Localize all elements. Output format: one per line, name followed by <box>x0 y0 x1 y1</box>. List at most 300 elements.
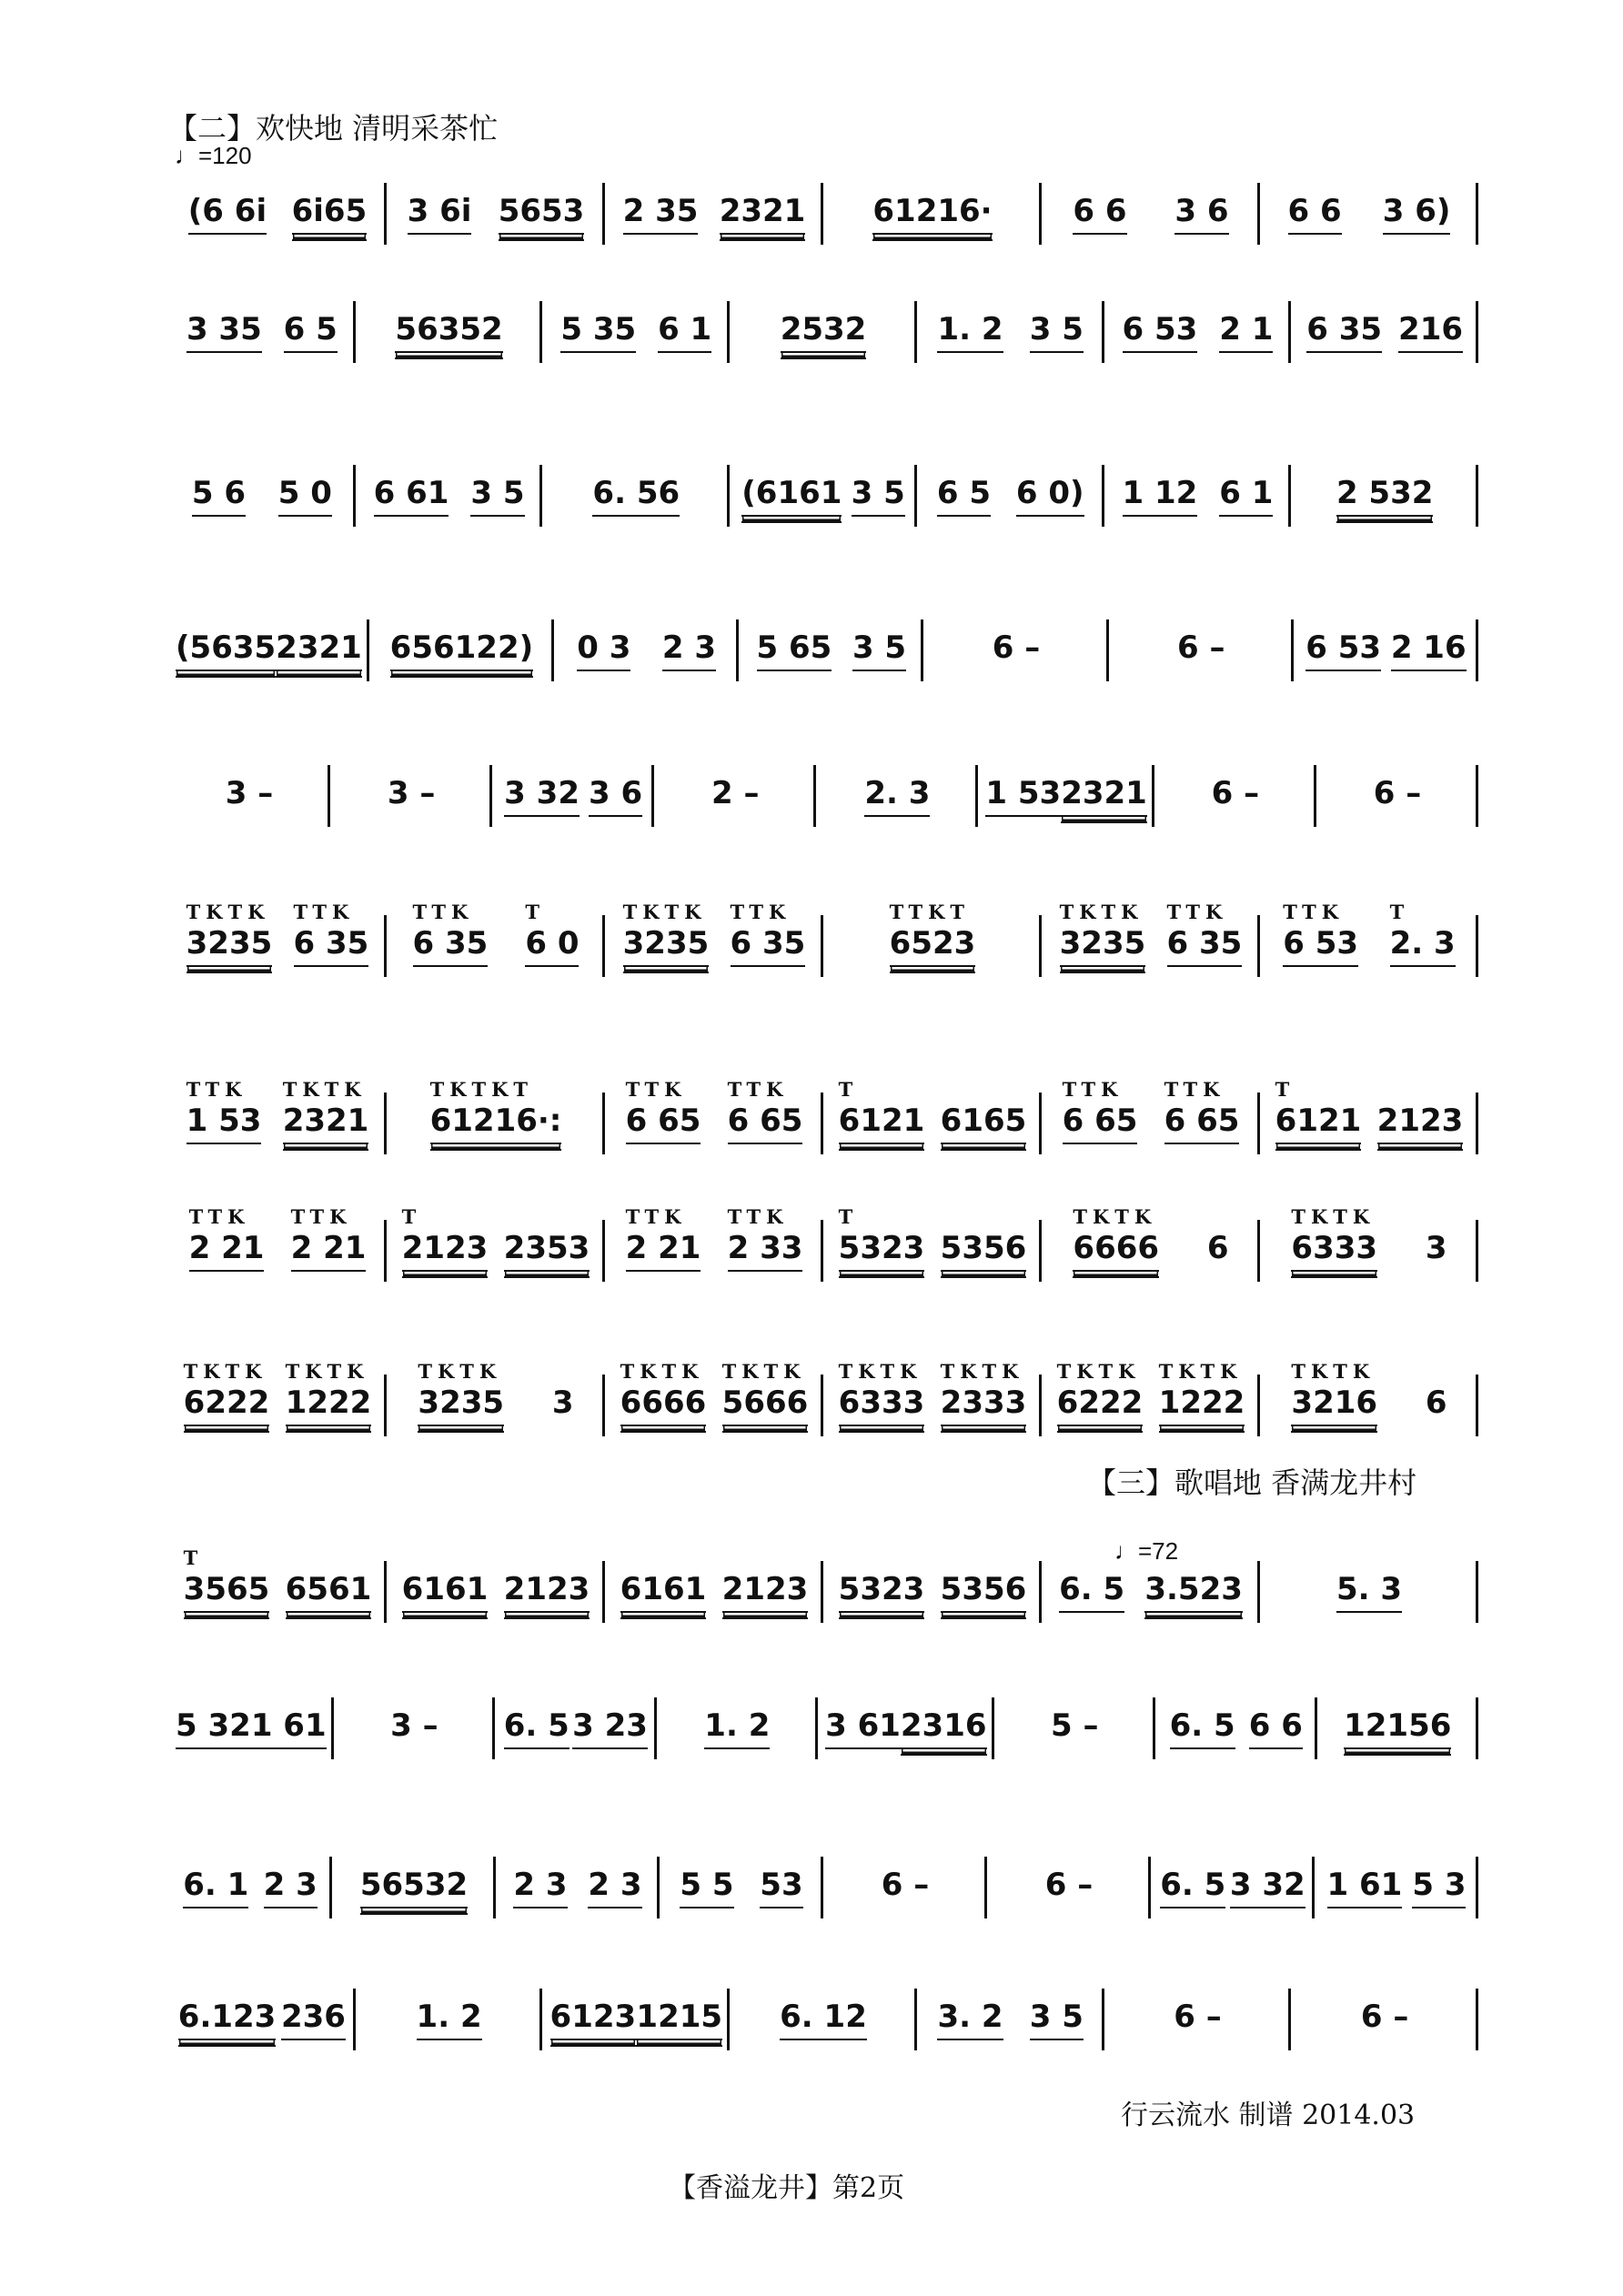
measure <box>356 1983 543 2092</box>
note-group: 2321 <box>1061 760 1147 809</box>
section-2-tempo: ♩=120 <box>175 142 252 169</box>
tonguing-mark: TKTK <box>282 1078 367 1101</box>
tonguing-mark: TTK <box>727 1078 789 1101</box>
note-group: 5356 <box>941 1556 1027 1605</box>
note-group: 6165 <box>941 1087 1027 1136</box>
score-system <box>168 901 1478 1019</box>
note-group: 3235 TKTK <box>418 1369 504 1418</box>
note-group: 6 1 <box>658 296 711 345</box>
note-group: 1. 2 <box>937 296 1003 345</box>
score-system <box>168 1078 1478 1196</box>
measure <box>332 1851 496 1960</box>
measure <box>1260 901 1478 1019</box>
note-group: 0 3 <box>577 614 630 663</box>
note-group: 6 53 <box>1123 296 1198 345</box>
section-3-title: 【三】歌唱地 香满龙井村 <box>1087 1465 1417 1500</box>
measure <box>387 1360 605 1478</box>
barline <box>1476 1220 1478 1282</box>
note-group: 5. 3 <box>1336 1556 1402 1605</box>
tonguing-mark: TKTK <box>1059 901 1144 923</box>
measure <box>1042 177 1260 287</box>
note-group: 2 3 <box>264 1851 318 1900</box>
measure <box>1260 177 1478 287</box>
barline <box>1476 1857 1478 1918</box>
note-group: 6. 5 <box>504 1692 570 1741</box>
measure <box>730 459 917 569</box>
note-group: 2 33 TTK <box>728 1214 803 1264</box>
note-group: 6 – <box>1373 775 1422 811</box>
measure <box>168 459 356 569</box>
note-group: 5 65 <box>757 614 832 663</box>
measure <box>387 901 605 1019</box>
note-group: 61216·: TKTKT <box>430 1087 562 1136</box>
note-group: 1215 <box>636 1983 722 2032</box>
score-system <box>168 1692 1478 1801</box>
note-group: 6333 TKTK <box>839 1369 925 1418</box>
tonguing-mark: T <box>401 1205 422 1228</box>
measure <box>1260 1078 1478 1196</box>
note-group: 6222 TKTK <box>1057 1369 1144 1418</box>
tonguing-mark: TTK <box>727 1205 789 1228</box>
note-group: 6 35 <box>1306 296 1382 345</box>
measure <box>1154 760 1316 869</box>
measure <box>1315 1851 1478 1960</box>
tonguing-mark: TKTK <box>285 1360 369 1383</box>
note-group: 3 – <box>225 775 274 811</box>
measure <box>660 1851 823 1960</box>
note-group: 5 3 <box>1412 1851 1466 1900</box>
note-group: 1. 2 <box>417 1983 482 2032</box>
score-system <box>168 1360 1478 1478</box>
note-group: 6i65 <box>292 177 368 227</box>
note-group: 6. 5 <box>1059 1556 1124 1605</box>
note-group: 3 6) <box>1383 177 1451 227</box>
note-group: 3 23 <box>572 1692 648 1741</box>
measure <box>168 901 387 1019</box>
measure <box>605 1078 823 1196</box>
note-group: 6 65 TTK <box>626 1087 701 1136</box>
tonguing-mark: T <box>1389 901 1410 923</box>
note-group: 2123 <box>1377 1087 1464 1136</box>
barline <box>1476 301 1478 363</box>
note-group: 6333 TKTK <box>1291 1214 1377 1264</box>
note-group: 56532 <box>360 1851 468 1900</box>
measure <box>1109 614 1294 723</box>
score-system <box>168 760 1478 869</box>
measure <box>492 760 654 869</box>
tonguing-mark: TTK <box>1283 901 1345 923</box>
tonguing-mark: TTK <box>625 1205 687 1228</box>
tonguing-mark: TKTK <box>186 901 270 923</box>
measure <box>387 1205 605 1324</box>
note-group: 5 6 <box>192 459 246 509</box>
measure <box>1042 1360 1260 1478</box>
measure <box>387 177 605 287</box>
note-group: 1222 TKTK <box>286 1369 372 1418</box>
note-group: 2 21 TTK <box>291 1214 367 1264</box>
tonguing-mark: TKTK <box>1158 1360 1243 1383</box>
note-group: 1 12 <box>1123 459 1198 509</box>
measure <box>978 760 1154 869</box>
measure <box>1260 1360 1478 1478</box>
measure <box>823 1851 987 1960</box>
tonguing-mark: T <box>838 1205 859 1228</box>
score-system <box>168 177 1478 287</box>
barline <box>1476 1375 1478 1436</box>
measure <box>1291 1983 1478 2092</box>
note-group: 6 53 TTK <box>1283 910 1358 959</box>
tonguing-mark: TTK <box>290 1205 352 1228</box>
note-group: 3 5 <box>1030 296 1084 345</box>
barline <box>1476 183 1478 245</box>
measure <box>387 1078 605 1196</box>
tonguing-mark: TKTKT <box>429 1078 533 1101</box>
note-group: 2 21 TTK <box>189 1214 265 1264</box>
note-group: 5323 T <box>839 1214 925 1264</box>
note-group: (6161 <box>741 459 842 509</box>
measure <box>168 1546 387 1665</box>
note-group: 216 <box>1398 296 1463 345</box>
note-group: 2123 T <box>402 1214 489 1264</box>
note-group: 6 35 TTK <box>731 910 806 959</box>
note-group: 6 35 TTK <box>294 910 369 959</box>
note-group: 6 – <box>1044 1867 1094 1903</box>
barline <box>1476 765 1478 827</box>
measure <box>387 1556 605 1665</box>
measure <box>823 177 1042 287</box>
tonguing-mark: TTK <box>293 901 355 923</box>
measure <box>495 1692 656 1801</box>
note-group: 6 61 <box>374 459 449 509</box>
measure <box>823 1556 1042 1665</box>
note-group: 5 5 <box>680 1851 733 1900</box>
measure <box>334 1692 495 1801</box>
note-group: 3 6 <box>1174 177 1228 227</box>
note-group: 6 – <box>1176 629 1225 666</box>
tonguing-mark: TTKT <box>889 901 971 923</box>
note-group: 3235 TKTK <box>623 910 710 959</box>
note-group: 2123 <box>504 1556 590 1605</box>
measure <box>1151 1851 1315 1960</box>
score-system <box>168 1205 1478 1324</box>
barline <box>1476 1561 1478 1623</box>
tonguing-mark: TKTK <box>418 1360 502 1383</box>
note-group: 2321 <box>276 614 362 663</box>
note-group: 3 5 <box>1030 1983 1084 2032</box>
note-group: 6666 TKTK <box>620 1369 707 1418</box>
note-group: 6 6 <box>1288 177 1342 227</box>
note-group: 3235 TKTK <box>1060 910 1146 959</box>
measure <box>1042 1205 1260 1324</box>
measure <box>168 614 369 723</box>
measure <box>605 177 823 287</box>
measure <box>356 459 543 569</box>
note-group: 3216 TKTK <box>1291 1369 1377 1418</box>
measure <box>1104 1983 1292 2092</box>
note-group: 1 53 <box>985 760 1061 809</box>
note-group: 3 35 <box>186 296 262 345</box>
note-group: 6 1 <box>1219 459 1273 509</box>
note-group: 61216· <box>872 177 992 227</box>
measure <box>1291 459 1478 569</box>
note-group: 6 5 <box>937 459 991 509</box>
note-group: 6123 <box>550 1983 637 2032</box>
page-footer: 【香溢龙井】第2页 <box>669 2172 905 2204</box>
measure <box>917 296 1104 405</box>
note-group: 1 61 <box>1327 1851 1403 1900</box>
note-group: 6 65 TTK <box>1063 1087 1138 1136</box>
note-group: 6 35 TTK <box>1167 910 1243 959</box>
note-group: 5666 TKTK <box>722 1369 809 1418</box>
note-group: 3565 T <box>184 1556 270 1605</box>
note-group: 2 3 <box>588 1851 641 1900</box>
measure <box>657 1692 818 1801</box>
note-group: 6. 5 <box>1160 1851 1225 1900</box>
measure <box>1260 1205 1478 1324</box>
note-group: 6161 <box>402 1556 489 1605</box>
note-group: 3 – <box>390 1707 439 1744</box>
tonguing-mark: TTK <box>625 1078 687 1101</box>
section-3-tempo: ♩=72 <box>1114 1537 1179 1565</box>
note-group: 6666 TKTK <box>1073 1214 1159 1264</box>
measure <box>917 1983 1104 2092</box>
note-group: 6. 5 <box>1170 1692 1235 1741</box>
tonguing-mark: TKTK <box>838 1360 922 1383</box>
measure <box>1291 296 1478 405</box>
measure <box>330 760 492 869</box>
note-group: 3 5 <box>470 459 524 509</box>
tonguing-mark: TTK <box>412 901 474 923</box>
measure <box>1294 614 1478 723</box>
barline <box>1476 915 1478 977</box>
tonguing-mark: T <box>838 1078 859 1101</box>
barline <box>1476 1093 1478 1154</box>
tonguing-mark: TKTK <box>183 1360 267 1383</box>
note-group: 2 1 <box>1219 296 1273 345</box>
note-group: 2333 TKTK <box>941 1369 1027 1418</box>
note-group: 6523 TTKT <box>890 910 976 959</box>
measure <box>823 901 1042 1019</box>
note-group: 6 <box>1206 1230 1229 1266</box>
tonguing-mark: TTK <box>730 901 791 923</box>
measure <box>739 614 923 723</box>
note-group: 6. 56 <box>592 459 680 509</box>
measure <box>823 1205 1042 1324</box>
note-group: 2 21 TTK <box>626 1214 701 1264</box>
measure <box>605 1205 823 1324</box>
note-group: 2 16 <box>1391 614 1467 663</box>
measure <box>816 760 978 869</box>
measure <box>1317 1692 1478 1801</box>
score-system <box>168 1851 1478 1960</box>
measure <box>1155 1692 1316 1801</box>
note-group: 6 5 <box>284 296 338 345</box>
tonguing-mark: TKTK <box>1073 1205 1157 1228</box>
note-group: 6 35 TTK <box>413 910 489 959</box>
measure <box>168 177 387 287</box>
note-group: 6 – <box>881 1867 930 1903</box>
tonguing-mark: TTK <box>1164 1078 1225 1101</box>
note-group: 3 6i <box>408 177 472 227</box>
measure <box>369 614 554 723</box>
note-group: 6 65 TTK <box>728 1087 803 1136</box>
note-group: 6. 1 <box>183 1851 248 1900</box>
measure <box>605 1556 823 1665</box>
measure <box>168 1692 334 1801</box>
note-group: 5323 <box>839 1556 925 1605</box>
note-group: 6 0 T <box>525 910 579 959</box>
measure <box>1104 459 1292 569</box>
note-group: 2321 TKTK <box>283 1087 369 1136</box>
measure <box>605 901 823 1019</box>
measure <box>823 1078 1042 1196</box>
measure <box>554 614 739 723</box>
measure <box>605 1360 823 1478</box>
measure <box>1042 901 1260 1019</box>
score-system <box>168 1983 1478 2092</box>
note-group: 3. 2 <box>937 1983 1003 2032</box>
note-group: 5 32 <box>176 1692 251 1741</box>
measure <box>168 1360 387 1478</box>
note-group: (5635 <box>176 614 276 663</box>
note-group: 3.523 <box>1144 1556 1243 1605</box>
note-group: 2. 3 T <box>1390 910 1456 959</box>
note-group: 6. 12 <box>780 1983 867 2032</box>
score-system <box>168 459 1478 569</box>
note-group: 2353 <box>504 1214 590 1264</box>
note-group: 1. 2 <box>704 1692 770 1741</box>
tonguing-mark: T <box>1275 1078 1295 1101</box>
note-group: 3 6 <box>589 760 642 809</box>
tonguing-mark: TKTK <box>622 901 707 923</box>
barline <box>1476 1697 1478 1759</box>
measure <box>1316 760 1478 869</box>
note-group: 5 – <box>1051 1707 1099 1744</box>
measure <box>356 296 543 405</box>
measure <box>496 1851 660 1960</box>
note-group: 6 – <box>1211 775 1260 811</box>
note-group: 6 53 <box>1305 614 1381 663</box>
note-group: 6 6 <box>1073 177 1126 227</box>
transcriber-credit: 行云流水 制谱 2014.03 <box>1121 2100 1416 2131</box>
measure <box>542 459 730 569</box>
note-group: 2321 <box>720 177 806 227</box>
score-system <box>168 296 1478 405</box>
note-group: 3 – <box>387 775 436 811</box>
measure <box>1260 1556 1478 1665</box>
note-group: 53 <box>760 1851 802 1900</box>
note-group: 6121 T <box>1275 1087 1362 1136</box>
measure <box>917 459 1104 569</box>
note-group: 6.123 <box>178 1983 277 2032</box>
note-group: 3 5 <box>852 614 906 663</box>
note-group: 2 3 <box>513 1851 567 1900</box>
note-group: 3 <box>1425 1230 1447 1266</box>
measure <box>730 1983 917 2092</box>
note-group: 2. 3 <box>864 760 930 809</box>
section-2-title: 【二】欢快地 清明采茶忙 <box>168 111 499 146</box>
note-group: 2 – <box>711 775 760 811</box>
note-group: 2 532 <box>1336 459 1433 509</box>
tonguing-mark: TKTK <box>940 1360 1024 1383</box>
barline <box>1476 465 1478 527</box>
measure <box>1042 1556 1260 1665</box>
note-group: 6121 T <box>839 1087 925 1136</box>
measure <box>168 1851 332 1960</box>
note-group: 6222 TKTK <box>184 1369 270 1418</box>
note-group: 1 61 <box>251 1692 327 1741</box>
note-group: 5 35 <box>560 296 636 345</box>
tonguing-mark: TTK <box>1166 901 1228 923</box>
note-group: 5653 <box>499 177 585 227</box>
note-group: 1222 TKTK <box>1159 1369 1245 1418</box>
note-group: 3 32 <box>504 760 580 809</box>
note-group: 12156 <box>1344 1692 1451 1741</box>
note-group: 3 5 <box>852 459 905 509</box>
note-group: 2316 <box>901 1692 987 1741</box>
note-group: 6 – <box>1174 1999 1222 2035</box>
barline <box>1476 619 1478 681</box>
note-group: 3 32 <box>1230 1851 1305 1900</box>
measure <box>654 760 816 869</box>
measure <box>1042 1078 1260 1196</box>
tonguing-mark: TKTK <box>1291 1205 1376 1228</box>
note-group: 5356 <box>941 1214 1027 1264</box>
note-group: 6 – <box>1360 1999 1409 2035</box>
note-group: 2 35 <box>623 177 699 227</box>
measure <box>168 760 330 869</box>
note-group: 6561 <box>286 1556 372 1605</box>
tonguing-mark: TTK <box>186 1078 247 1101</box>
measure <box>168 1983 356 2092</box>
note-group: 6 0) <box>1016 459 1084 509</box>
note-group: 56352 <box>395 296 502 345</box>
measure <box>542 296 730 405</box>
measure <box>818 1692 993 1801</box>
tonguing-mark: TTK <box>188 1205 250 1228</box>
note-group: 5 0 <box>278 459 332 509</box>
tonguing-mark: TKTK <box>620 1360 704 1383</box>
measure <box>994 1692 1155 1801</box>
note-group: 2532 <box>781 296 867 345</box>
note-group: 656122) <box>390 614 533 663</box>
note-group: 6161 <box>620 1556 707 1605</box>
note-group: 6 65 TTK <box>1164 1087 1240 1136</box>
tonguing-mark: T <box>183 1546 204 1569</box>
measure <box>168 1078 387 1196</box>
note-group: 3 <box>551 1385 574 1421</box>
measure <box>987 1851 1151 1960</box>
score-system <box>168 614 1478 723</box>
note-group: 3 61 <box>825 1692 901 1741</box>
note-group: 3235 TKTK <box>186 910 273 959</box>
measure <box>168 296 356 405</box>
tonguing-mark: TTK <box>1062 1078 1124 1101</box>
barline <box>1476 1989 1478 2050</box>
note-group: 6 6 <box>1249 1692 1303 1741</box>
tonguing-mark: TKTK <box>721 1360 806 1383</box>
note-group: 6 <box>1425 1385 1447 1421</box>
measure <box>823 1360 1042 1478</box>
measure <box>923 614 1108 723</box>
measure <box>1104 296 1292 405</box>
measure <box>730 296 917 405</box>
measure <box>542 1983 730 2092</box>
tonguing-mark: TKTK <box>1056 1360 1141 1383</box>
tonguing-mark: TKTK <box>1291 1360 1376 1383</box>
measure <box>168 1205 387 1324</box>
note-group: 1 53 TTK <box>186 1087 262 1136</box>
